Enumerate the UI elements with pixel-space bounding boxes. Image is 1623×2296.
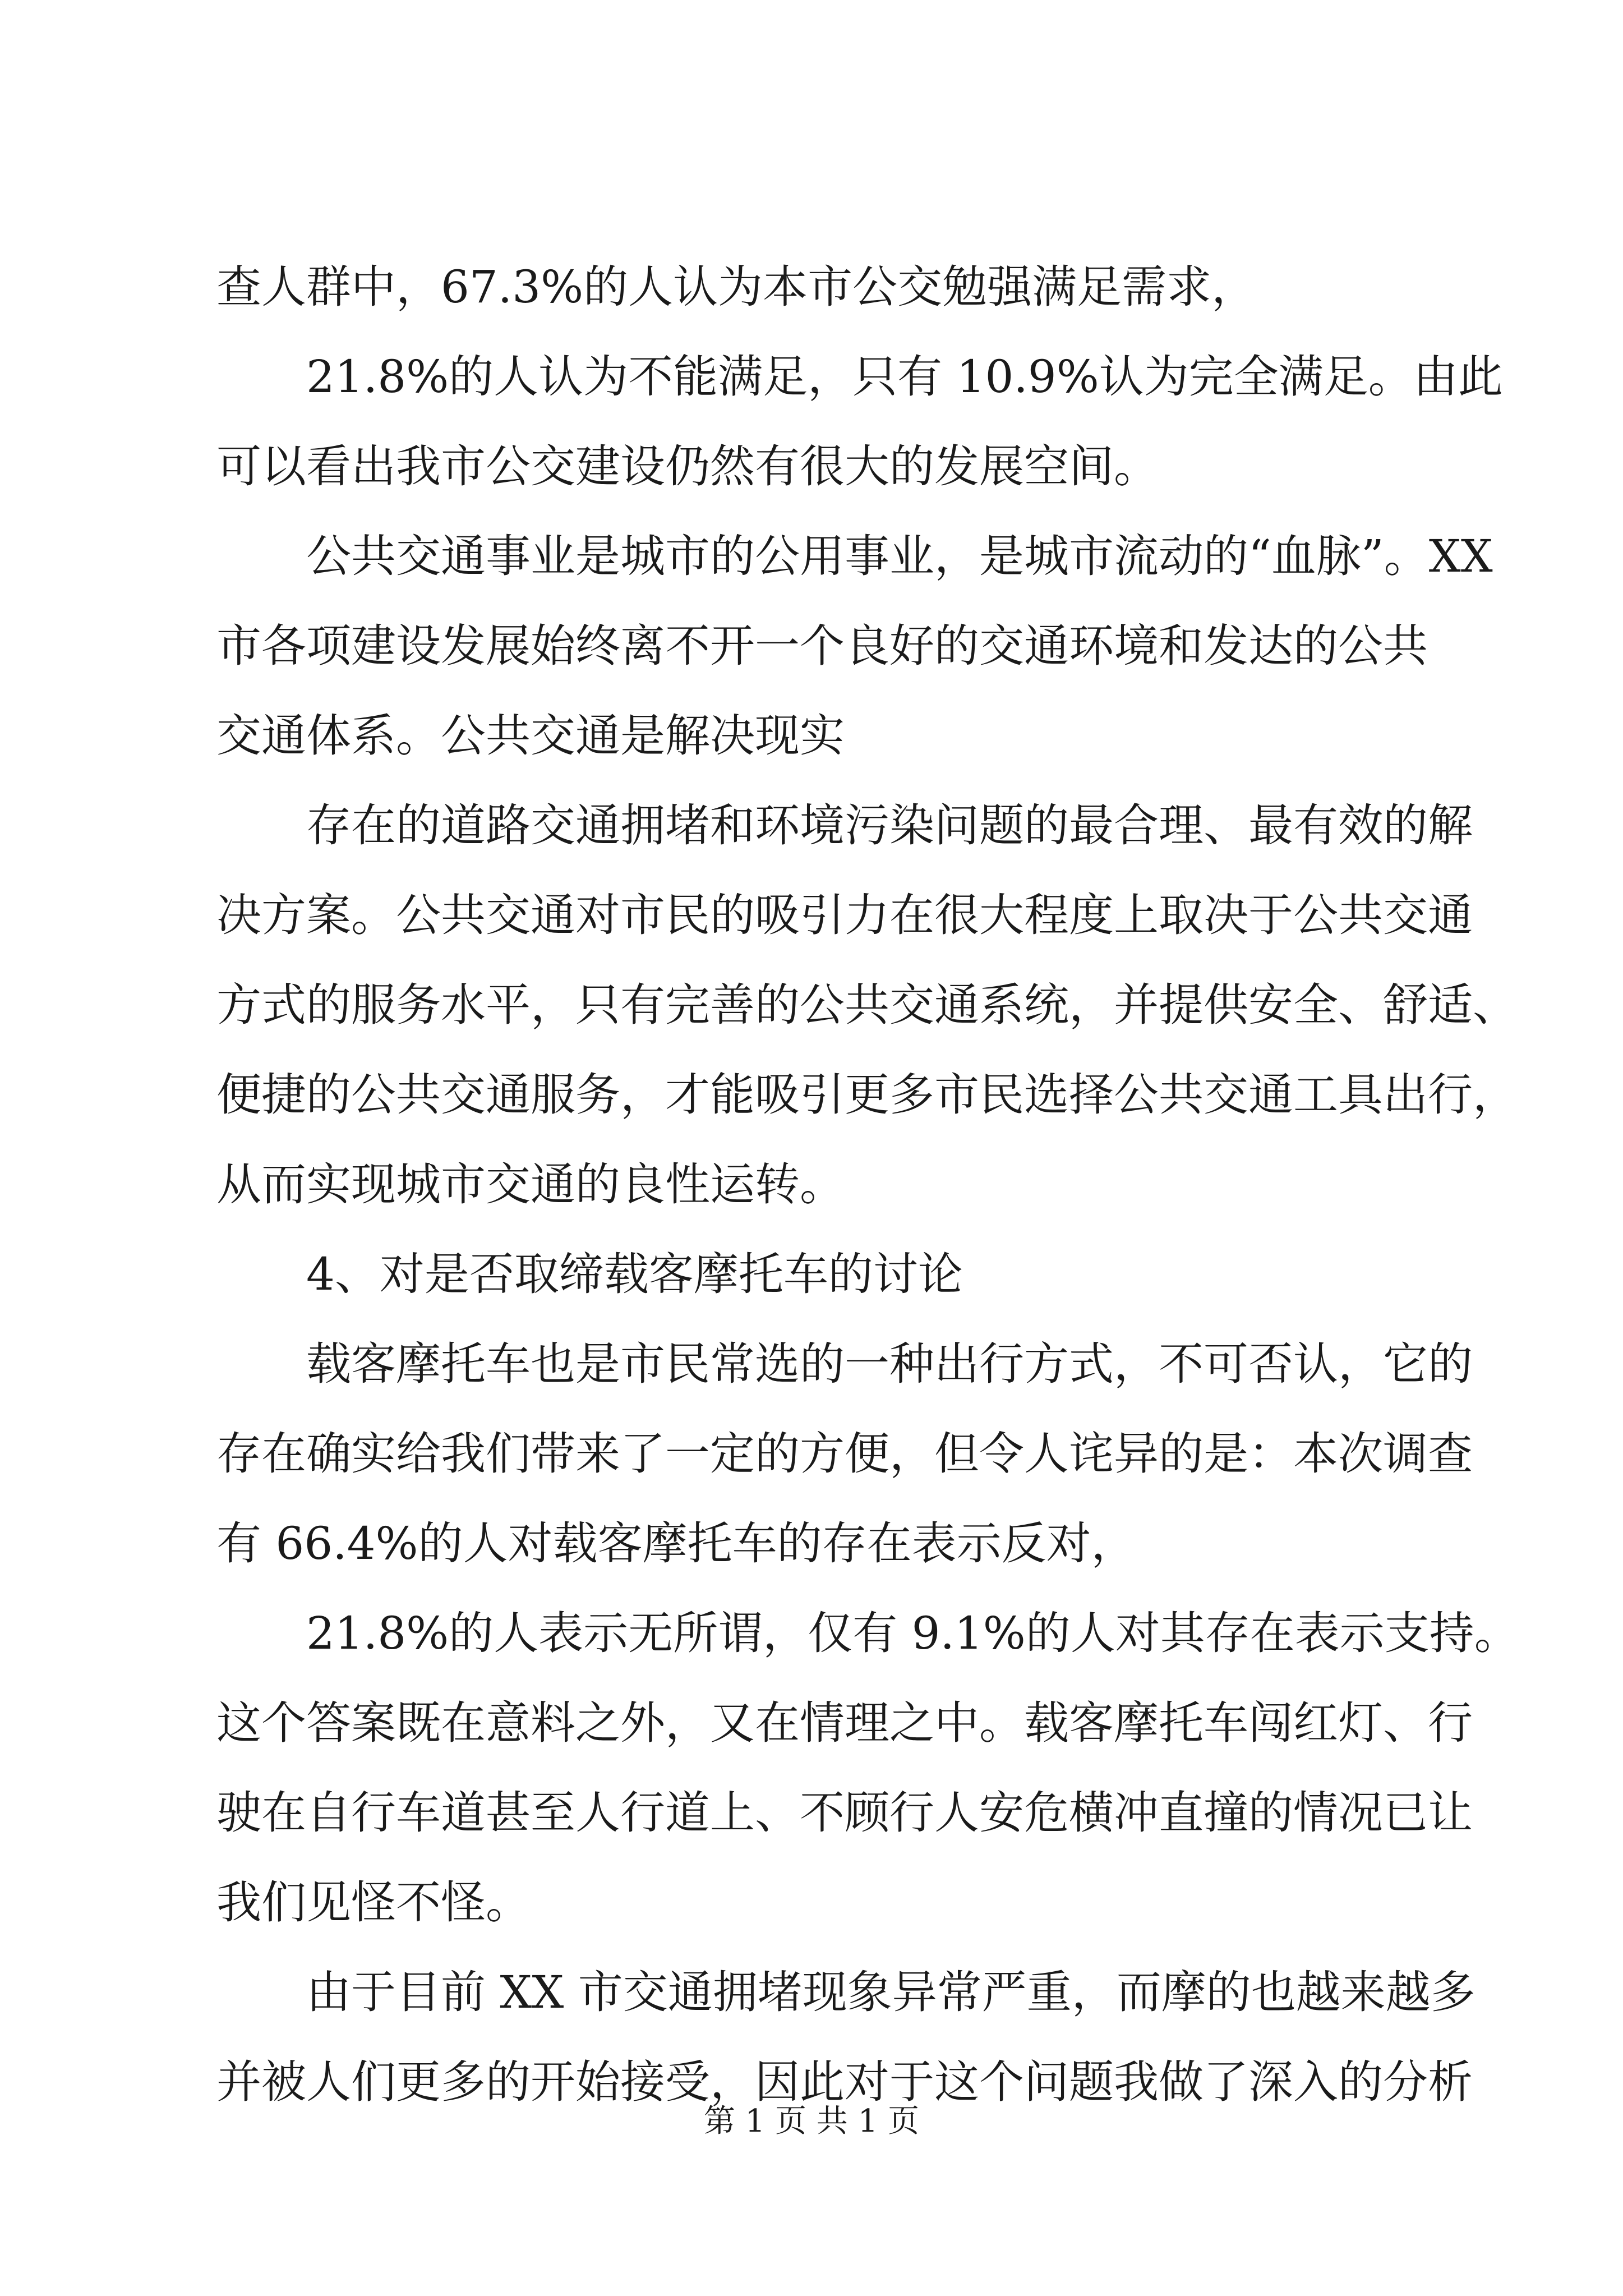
text-line: 公共交通事业是城市的公用事业，是城市流动的“血脉”。XX [306,530,1493,582]
text-line: 载客摩托车也是市民常选的一种出行方式，不可否认，它的 [306,1338,1473,1390]
text-line: 可以看出我市公交建设仍然有很大的发展空间。 [216,440,1159,493]
text-line: 存在的道路交通拥堵和环境污染问题的最合理、最有效的解 [306,799,1473,852]
text-line: 市各项建设发展始终离不开一个良好的交通环境和发达的公共 [216,620,1428,672]
text-line: 方式的服务水平，只有完善的公共交通系统，并提供安全、舒适、 [216,979,1518,1031]
text-line: 有 66.4%的人对载客摩托车的存在表示反对， [216,1517,1136,1570]
document-body [216,242,1519,2127]
text-line: 由于目前 XX 市交通拥堵现象异常严重，而摩的也越来越多 [306,1966,1476,2018]
section-heading: 4、对是否取缔载客摩托车的讨论 [306,1248,963,1300]
text-line: 我们见怪不怪。 [216,1876,531,1929]
text-line: 这个答案既在意料之外，又在情理之中。载客摩托车闯红灯、行 [216,1697,1473,1749]
text-line: 存在确实给我们带来了一定的方便，但令人诧异的是：本次调查 [216,1428,1473,1480]
text-line: 便捷的公共交通服务，才能吸引更多市民选择公共交通工具出行， [216,1069,1518,1121]
text-line: 从而实现城市交通的良性运转。 [216,1158,845,1211]
text-line: 决方案。公共交通对市民的吸引力在很大程度上取决于公共交通 [216,889,1473,941]
text-line: 交通体系。公共交通是解决现实 [216,710,845,762]
text-line: 并被人们更多的开始接受，因此对于这个问题我做了深入的分析 [216,2056,1473,2108]
text-line: 21.8%的人表示无所谓，仅有 9.1%的人对其存在表示支持。 [306,1607,1519,1659]
text-line: 21.8%的人认为不能满足，只有 10.9%认为完全满足。由此 [306,351,1503,403]
text-line: 查人群中，67.3%的人认为本市公交勉强满足需求， [216,261,1257,313]
page-footer: 第 1 页 共 1 页 [703,2103,920,2139]
text-line: 驶在自行车道甚至人行道上、不顾行人安危横冲直撞的情况已让 [216,1787,1473,1839]
